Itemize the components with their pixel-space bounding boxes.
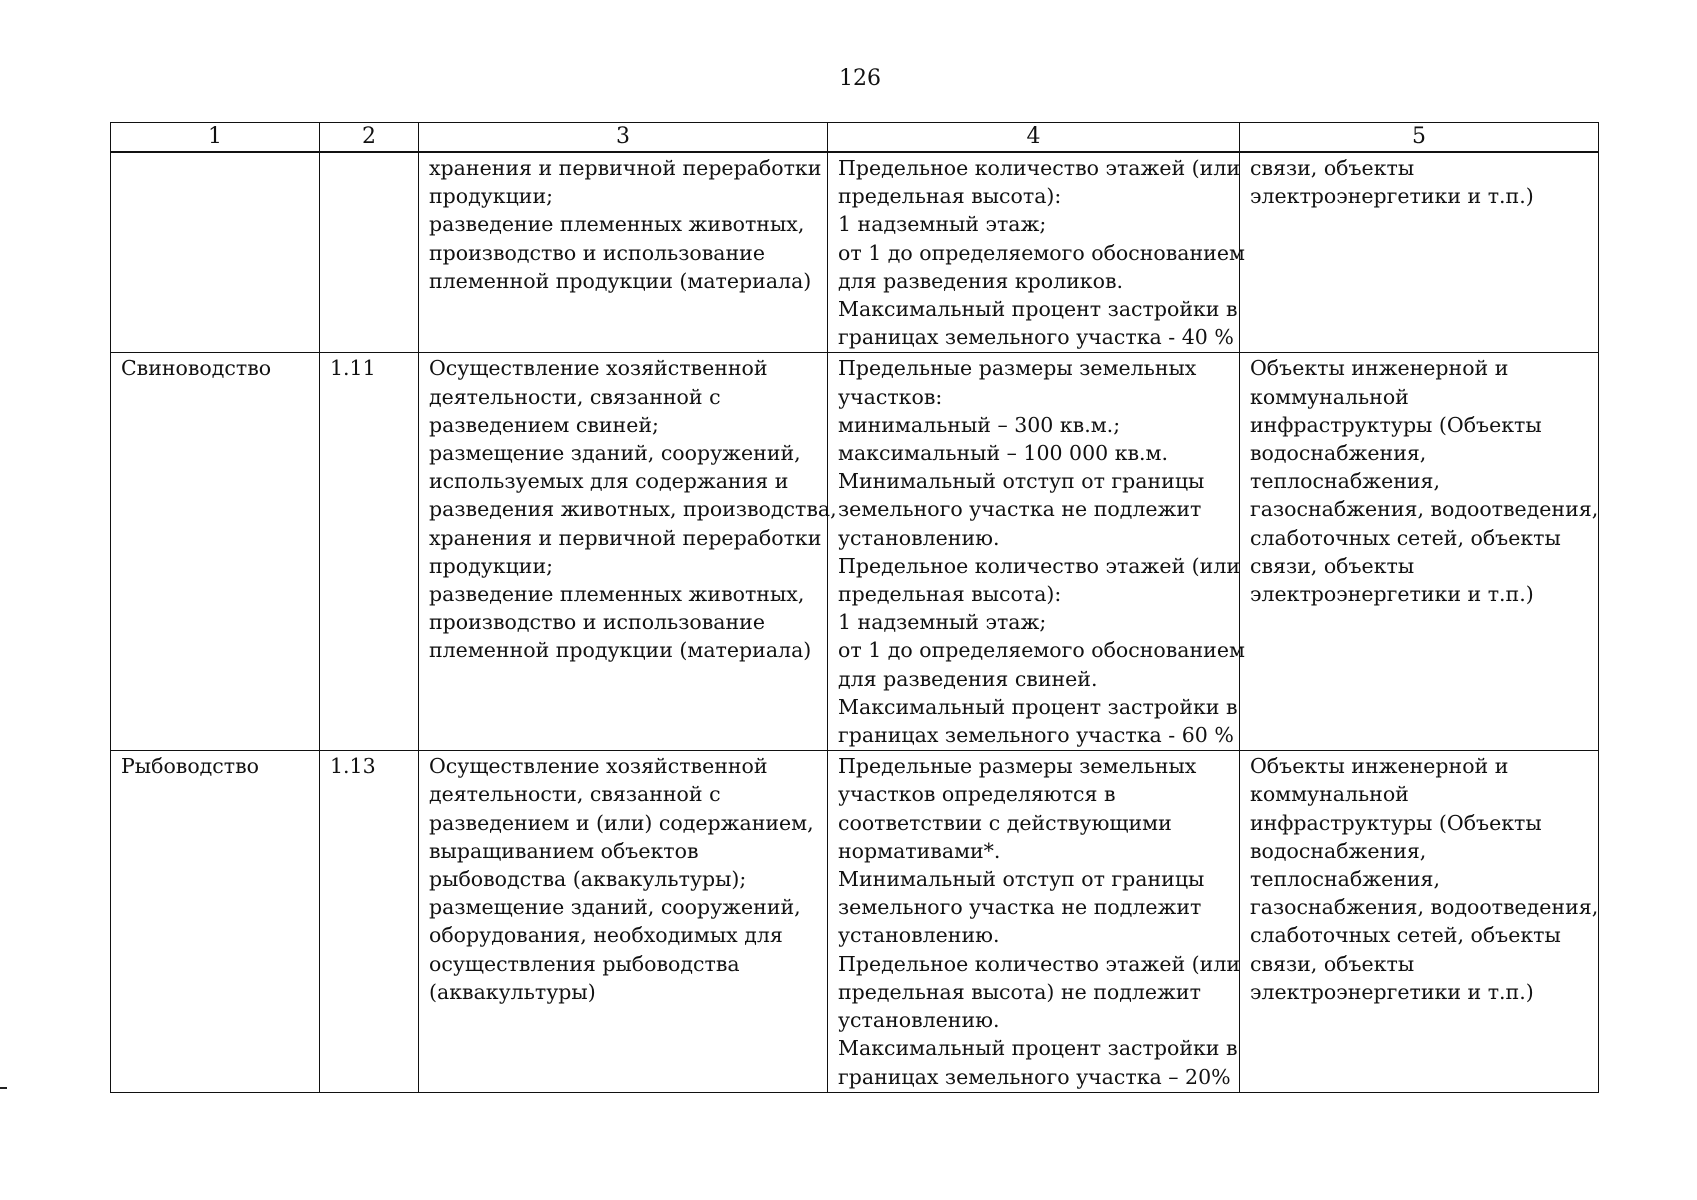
cell-text-line: от 1 до определяемого обоснованием — [838, 638, 1245, 663]
cell-text-line: теплоснабжения, — [1250, 469, 1440, 494]
cell-text-line: Объекты инженерной и — [1250, 356, 1509, 381]
cell-text-line: связи, объекты — [1250, 553, 1415, 578]
cell-text-line: Предельное количество этажей (или — [838, 553, 1241, 578]
table-cell-col2 — [320, 152, 419, 353]
cell-text-line: связи, объекты — [1250, 156, 1415, 180]
column-header: 3 — [419, 123, 828, 153]
column-header: 5 — [1240, 123, 1599, 153]
cell-text-line: нормативами*. — [838, 838, 1001, 863]
cell-text-line: продукции; — [429, 184, 554, 209]
cell-text-line: Предельное количество этажей (или — [838, 156, 1241, 180]
cell-text-line: установлению. — [838, 525, 1000, 550]
page-number: 126 — [839, 66, 881, 91]
cell-text-line: 1 надземный этаж; — [838, 212, 1047, 237]
cell-text-line: разведение племенных животных, — [429, 212, 805, 237]
cell-text-line: предельная высота): — [838, 184, 1062, 209]
table-cell-col2: 1.11 — [320, 353, 419, 751]
table-cell-col3 — [419, 353, 837, 751]
cell-text-line: электроэнергетики и т.п.) — [1250, 979, 1534, 1004]
cell-text-line: 1 надземный этаж; — [838, 610, 1047, 635]
cell-text-line: Предельное количество этажей (или — [838, 951, 1241, 976]
cell-text-line: инфраструктуры (Объекты — [1250, 810, 1542, 835]
cell-text-line: осуществления рыбоводства — [429, 951, 740, 976]
cell-text-line: теплоснабжения, — [1250, 867, 1440, 892]
cell-text-line: Максимальный процент застройки в — [838, 297, 1238, 322]
cell-text-line: земельного участка не подлежит — [838, 895, 1202, 920]
cell-text-line: водоснабжения, — [1250, 838, 1427, 863]
cell-text-line: (аквакультуры) — [429, 979, 596, 1004]
cell-text-line: инфраструктуры (Объекты — [1250, 412, 1542, 437]
cell-text-line: Предельные размеры земельных — [838, 754, 1197, 779]
land-use-table — [110, 122, 1599, 1093]
cell-text-line: производство и использование — [429, 610, 765, 635]
cell-text-line: Минимальный отступ от границы — [838, 469, 1205, 494]
table-body — [111, 152, 1599, 1092]
table-cell-col1: Рыбоводство — [111, 751, 320, 1092]
cell-text-line: границах земельного участка – 20% — [838, 1064, 1231, 1089]
cell-text-line: оборудования, необходимых для — [429, 923, 783, 948]
table-cell-col4 — [828, 751, 1240, 1092]
cell-text-line: границах земельного участка - 40 % — [838, 325, 1234, 350]
cell-text-line: участков: — [838, 384, 943, 409]
table-cell-col5 — [1240, 751, 1599, 1092]
table-cell-col5 — [1240, 353, 1599, 751]
cell-text-line: для разведения свиней. — [838, 666, 1098, 691]
cell-text-line: размещение зданий, сооружений, — [429, 441, 801, 466]
column-header: 4 — [828, 123, 1240, 153]
cell-text-line: хранения и первичной переработки — [429, 156, 822, 180]
cell-text-line: для разведения кроликов. — [838, 268, 1123, 293]
cell-text-line: участков определяются в — [838, 782, 1116, 807]
column-header: 1 — [111, 123, 320, 153]
cell-text-line: водоснабжения, — [1250, 441, 1427, 466]
cell-text-line: коммунальной — [1250, 384, 1409, 409]
table-cell-col3 — [419, 152, 828, 353]
cell-text-line: минимальный – 300 кв.м.; — [838, 412, 1121, 437]
table-row — [111, 353, 1599, 751]
cell-text-line: разведением свиней; — [429, 412, 659, 437]
margin-mark — [0, 1087, 7, 1089]
cell-text-line: коммунальной — [1250, 782, 1409, 807]
cell-text-line: максимальный – 100 000 кв.м. — [838, 441, 1169, 466]
cell-text-line: Осуществление хозяйственной — [429, 754, 768, 779]
cell-text-line: установлению. — [838, 923, 1000, 948]
cell-text-line: границах земельного участка - 60 % — [838, 723, 1234, 748]
cell-text-line: племенной продукции (материала) — [429, 638, 812, 663]
cell-text-line: разведением и (или) содержанием, — [429, 810, 814, 835]
table-cell-col4 — [828, 152, 1245, 353]
cell-text-line: слаботочных сетей, объекты — [1250, 923, 1561, 948]
cell-text-line: деятельности, связанной с — [429, 782, 721, 807]
cell-text-line: разведение племенных животных, — [429, 582, 805, 607]
table-cell-col1 — [111, 152, 320, 353]
cell-text-line: электроэнергетики и т.п.) — [1250, 582, 1534, 607]
table-row — [111, 152, 1599, 353]
cell-text-line: Осуществление хозяйственной — [429, 356, 768, 381]
cell-text-line: газоснабжения, водоотведения, — [1250, 497, 1599, 522]
cell-text-line: деятельности, связанной с — [429, 384, 721, 409]
cell-text-line: производство и использование — [429, 240, 765, 265]
cell-text-line: племенной продукции (материала) — [429, 268, 812, 293]
cell-text-line: Объекты инженерной и — [1250, 754, 1509, 779]
cell-text-line: Минимальный отступ от границы — [838, 867, 1205, 892]
cell-text-line: газоснабжения, водоотведения, — [1250, 895, 1599, 920]
table-cell-col2: 1.13 — [320, 751, 419, 1092]
cell-text-line: от 1 до определяемого обоснованием — [838, 240, 1245, 265]
table-header-row — [111, 123, 1599, 153]
cell-text-line: связи, объекты — [1250, 951, 1415, 976]
cell-text-line: установлению. — [838, 1008, 1000, 1033]
table-cell-col3 — [419, 751, 828, 1092]
cell-text-line: рыбоводства (аквакультуры); — [429, 867, 747, 892]
cell-text-line: электроэнергетики и т.п.) — [1250, 184, 1534, 209]
cell-text-line: Предельные размеры земельных — [838, 356, 1197, 381]
cell-text-line: Максимальный процент застройки в — [838, 694, 1238, 719]
cell-text-line: соответствии с действующими — [838, 810, 1172, 835]
cell-text-line: продукции; — [429, 553, 554, 578]
cell-text-line: земельного участка не подлежит — [838, 497, 1202, 522]
cell-text-line: выращиванием объектов — [429, 838, 699, 863]
cell-text-line: используемых для содержания и — [429, 469, 789, 494]
cell-text-line: предельная высота) не подлежит — [838, 979, 1201, 1004]
table-row — [111, 751, 1599, 1092]
cell-text-line: разведения животных, производства, — [429, 497, 837, 522]
table-cell-col1: Свиноводство — [111, 353, 320, 751]
cell-text-line: хранения и первичной переработки — [429, 525, 822, 550]
column-header: 2 — [320, 123, 419, 153]
table-cell-col5 — [1240, 152, 1599, 353]
cell-text-line: размещение зданий, сооружений, — [429, 895, 801, 920]
table-cell-col4 — [828, 353, 1245, 751]
cell-text-line: Максимальный процент застройки в — [838, 1036, 1238, 1061]
cell-text-line: предельная высота): — [838, 582, 1062, 607]
cell-text-line: слаботочных сетей, объекты — [1250, 525, 1561, 550]
